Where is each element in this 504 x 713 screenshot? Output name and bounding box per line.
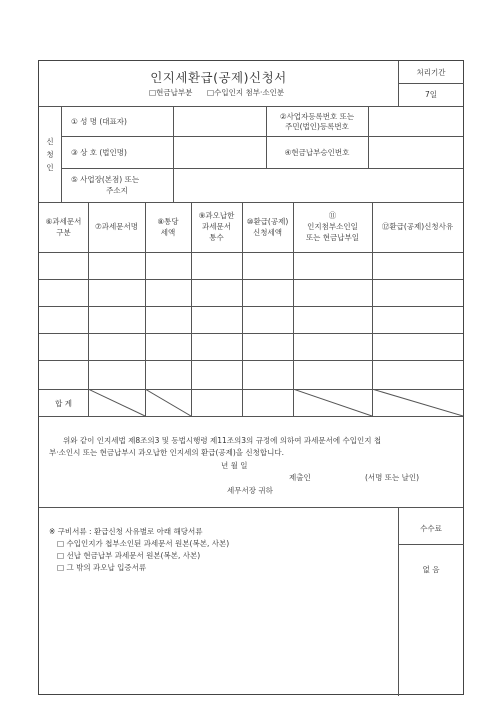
header-overpaid-count-2: 과세문서 <box>202 222 231 231</box>
name-label: ① 성 명 (대표자) <box>71 117 127 126</box>
header-refund-amount-1: ⑩환급(공제) <box>246 217 289 226</box>
table-row[interactable] <box>39 253 463 279</box>
attachments-title: ※ 구비서류 : 환급신청 사유별로 아래 해당서류 <box>49 527 203 536</box>
statement-line-2: 부·소인시 또는 현금납부시 과오납한 인지세의 환급(공제)을 신청합니다. <box>49 448 285 457</box>
header-document-category-2: 구분 <box>56 228 71 237</box>
address-label-1: ⑤ 사업장(본점) 또는 <box>71 175 140 184</box>
table-row[interactable] <box>39 361 463 389</box>
signature-label[interactable]: (서명 또는 날인) <box>365 473 420 482</box>
attachment-item[interactable]: □ 선납 현금납부 과세문서 원본(복본, 사본) <box>57 551 201 560</box>
address-field[interactable] <box>174 169 463 201</box>
table-row[interactable] <box>39 307 463 333</box>
cash-payment-approval-field[interactable] <box>369 137 463 167</box>
header-overpaid-count-3: 통수 <box>209 233 224 242</box>
header-stamp-date-2: 인지첨부소인일 <box>307 222 358 231</box>
statement-line-1: 위와 같이 인지세법 제8조의3 및 동법시행령 제11조의3의 규정에 의하여 과세문서에 수입인지 첩 <box>63 436 382 445</box>
registration-number-label-2: 주민(법인)등록번호 <box>285 122 349 131</box>
form-title: 인지세환급(공제)신청서 <box>150 70 287 85</box>
registration-number-field[interactable] <box>369 107 463 135</box>
application-date[interactable]: 년 월 일 <box>221 461 248 470</box>
header-refund-amount-2: 신청세액 <box>253 228 282 237</box>
name-field[interactable] <box>174 107 265 135</box>
total-row-diagonals-right <box>293 389 463 416</box>
fee-label: 수수료 <box>420 524 442 533</box>
registration-number-label-1: ②사업자등록번호 또는 <box>279 112 355 121</box>
table-row[interactable] <box>39 280 463 306</box>
applicant-side-label-1: 신 <box>46 137 54 146</box>
header-tax-per-copy-2: 세액 <box>160 228 176 237</box>
header-refund-reason: ⑫환급(공제)신청사유 <box>381 222 454 231</box>
attachment-item[interactable]: □ 수입인지가 첩부소인된 과세문서 원본(복본, 사본) <box>57 539 230 548</box>
company-name-label: ③ 상 호 (법인명) <box>71 148 127 157</box>
recipient-label: 세무서장 귀하 <box>227 486 273 495</box>
company-name-field[interactable] <box>174 137 265 167</box>
fee-value: 없 음 <box>422 565 440 574</box>
attachment-item[interactable]: □ 그 밖의 과오납 입증서류 <box>57 563 147 572</box>
total-label: 합 계 <box>55 399 72 408</box>
header-document-name: ⑦과세문서명 <box>95 222 138 231</box>
applicant-side-label-2: 청 <box>46 150 54 159</box>
processing-period-label: 처리기간 <box>416 68 446 77</box>
option-cash-payment[interactable]: □현금납부분 <box>149 88 193 97</box>
table-row[interactable] <box>39 334 463 360</box>
processing-period-value: 7일 <box>424 90 438 99</box>
application-form <box>38 60 464 695</box>
header-tax-per-copy-1: ⑧통당 <box>157 217 179 226</box>
submitter-label: 제출인 <box>289 473 311 482</box>
applicant-side-label-3: 인 <box>46 163 54 172</box>
option-stamp-affixed[interactable]: □수입인지 첨부·소인분 <box>207 88 285 97</box>
header-stamp-date-3: 또는 현금납부일 <box>305 233 360 242</box>
header-document-category-1: ⑥과세문서 <box>45 217 82 226</box>
header-stamp-date-1: ⑪ <box>328 211 337 220</box>
header-overpaid-count-1: ⑨과오납한 <box>198 211 235 220</box>
cash-payment-approval-label: ④현금납부승인번호 <box>284 148 350 157</box>
total-row-diagonals <box>88 389 192 416</box>
address-label-2: 주소지 <box>106 186 128 195</box>
